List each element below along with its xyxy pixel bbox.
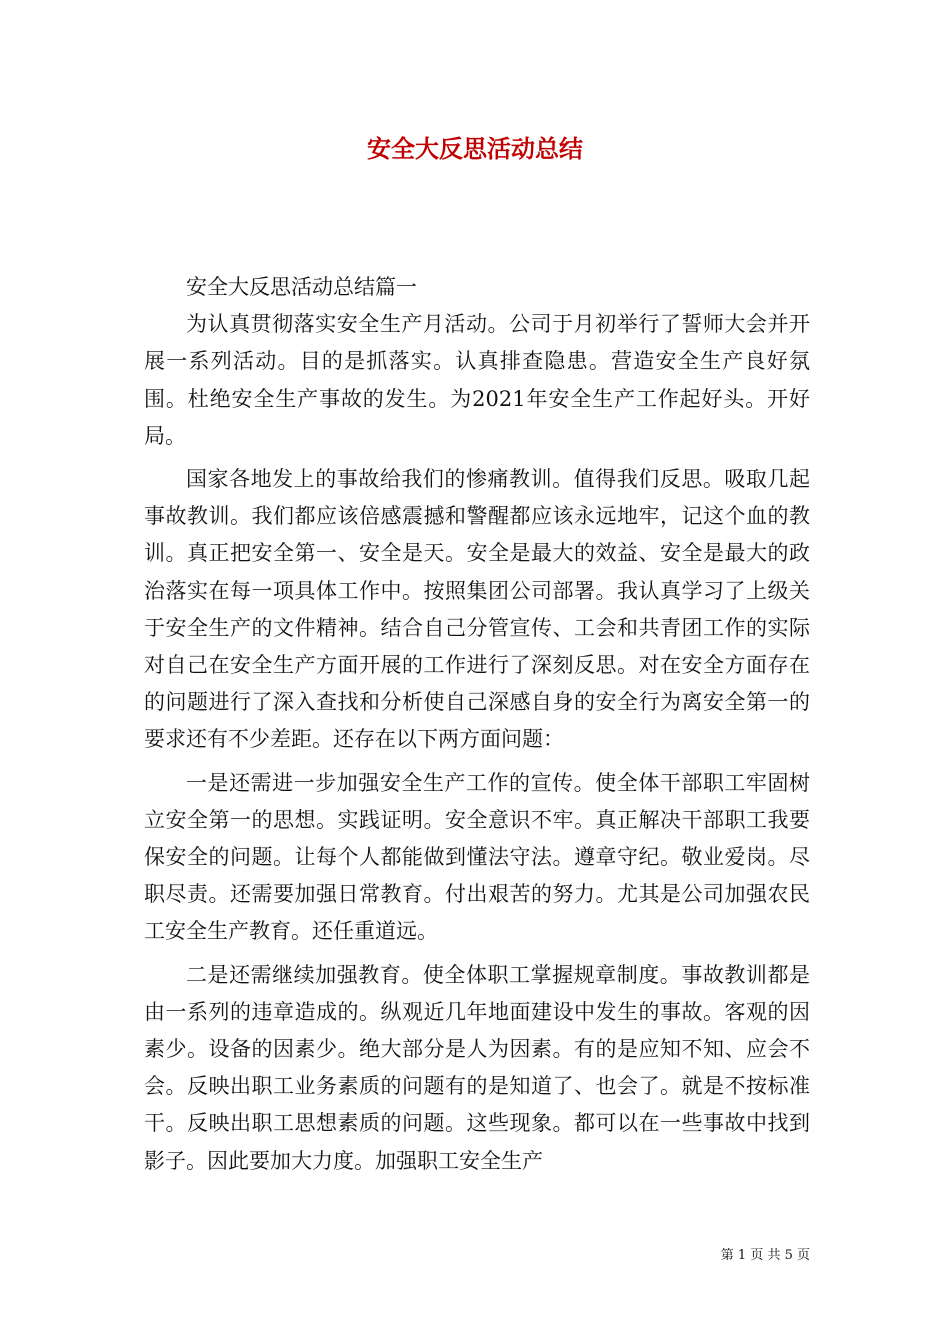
- paragraph-2: 国家各地发上的事故给我们的惨痛教训。值得我们反思。吸取几起事故教训。我们都应该倍感震撼和警醒都应该永远地牢，记这个血的教训。真正把安全第一、安全是天。安全是最大的效益、安全是最大的政治落实在每一项具体工作中。按照集团公司部署。我认真学习了上级关于安全生产的文件精神。结合自己分管宣传、工会和共青团工作的实际对自己在安全生产方面开展的工作进行了深刻反思。对在安全方面存在的问题进行了深入查找和分析使自己深感自身的安全行为离安全第一的要求还有不少差距。还存在以下两方面问题：: [144, 467, 810, 752]
- document-body: [144, 269, 810, 1180]
- document-title: 安全大反思活动总结: [367, 134, 583, 163]
- paragraph-1: 为认真贯彻落实安全生产月活动。公司于月初举行了誓师大会并开展一系列活动。目的是抓落实。认真排查隐患。营造安全生产良好氛围。杜绝安全生产事故的发生。为2021年安全生产工作起好头。开好局。: [144, 312, 810, 448]
- section-heading: 安全大反思活动总结篇一: [186, 275, 417, 299]
- paragraph-4: 二是还需继续加强教育。使全体职工掌握规章制度。事故教训都是由一系列的违章造成的。纵观近几年地面建设中发生的事故。客观的因素少。设备的因素少。绝大部分是人为因素。有的是应知不知、应会不会。反映出职工业务素质的问题有的是知道了、也会了。就是不按标准干。反映出职工思想素质的问题。这些现象。都可以在一些事故中找到影子。因此要加大力度。加强职工安全生产: [144, 962, 810, 1173]
- paragraph-3: 一是还需进一步加强安全生产工作的宣传。使全体干部职工牢固树立安全第一的思想。实践证明。安全意识不牢。真正解决干部职工我要保安全的问题。让每个人都能做到懂法守法。遵章守纪。敬业爱岗。尽职尽责。还需要加强日常教育。付出艰苦的努力。尤其是公司加强农民工安全生产教育。还任重道远。: [144, 770, 810, 944]
- page-number: 第 1 页 共 5 页: [720, 1248, 810, 1263]
